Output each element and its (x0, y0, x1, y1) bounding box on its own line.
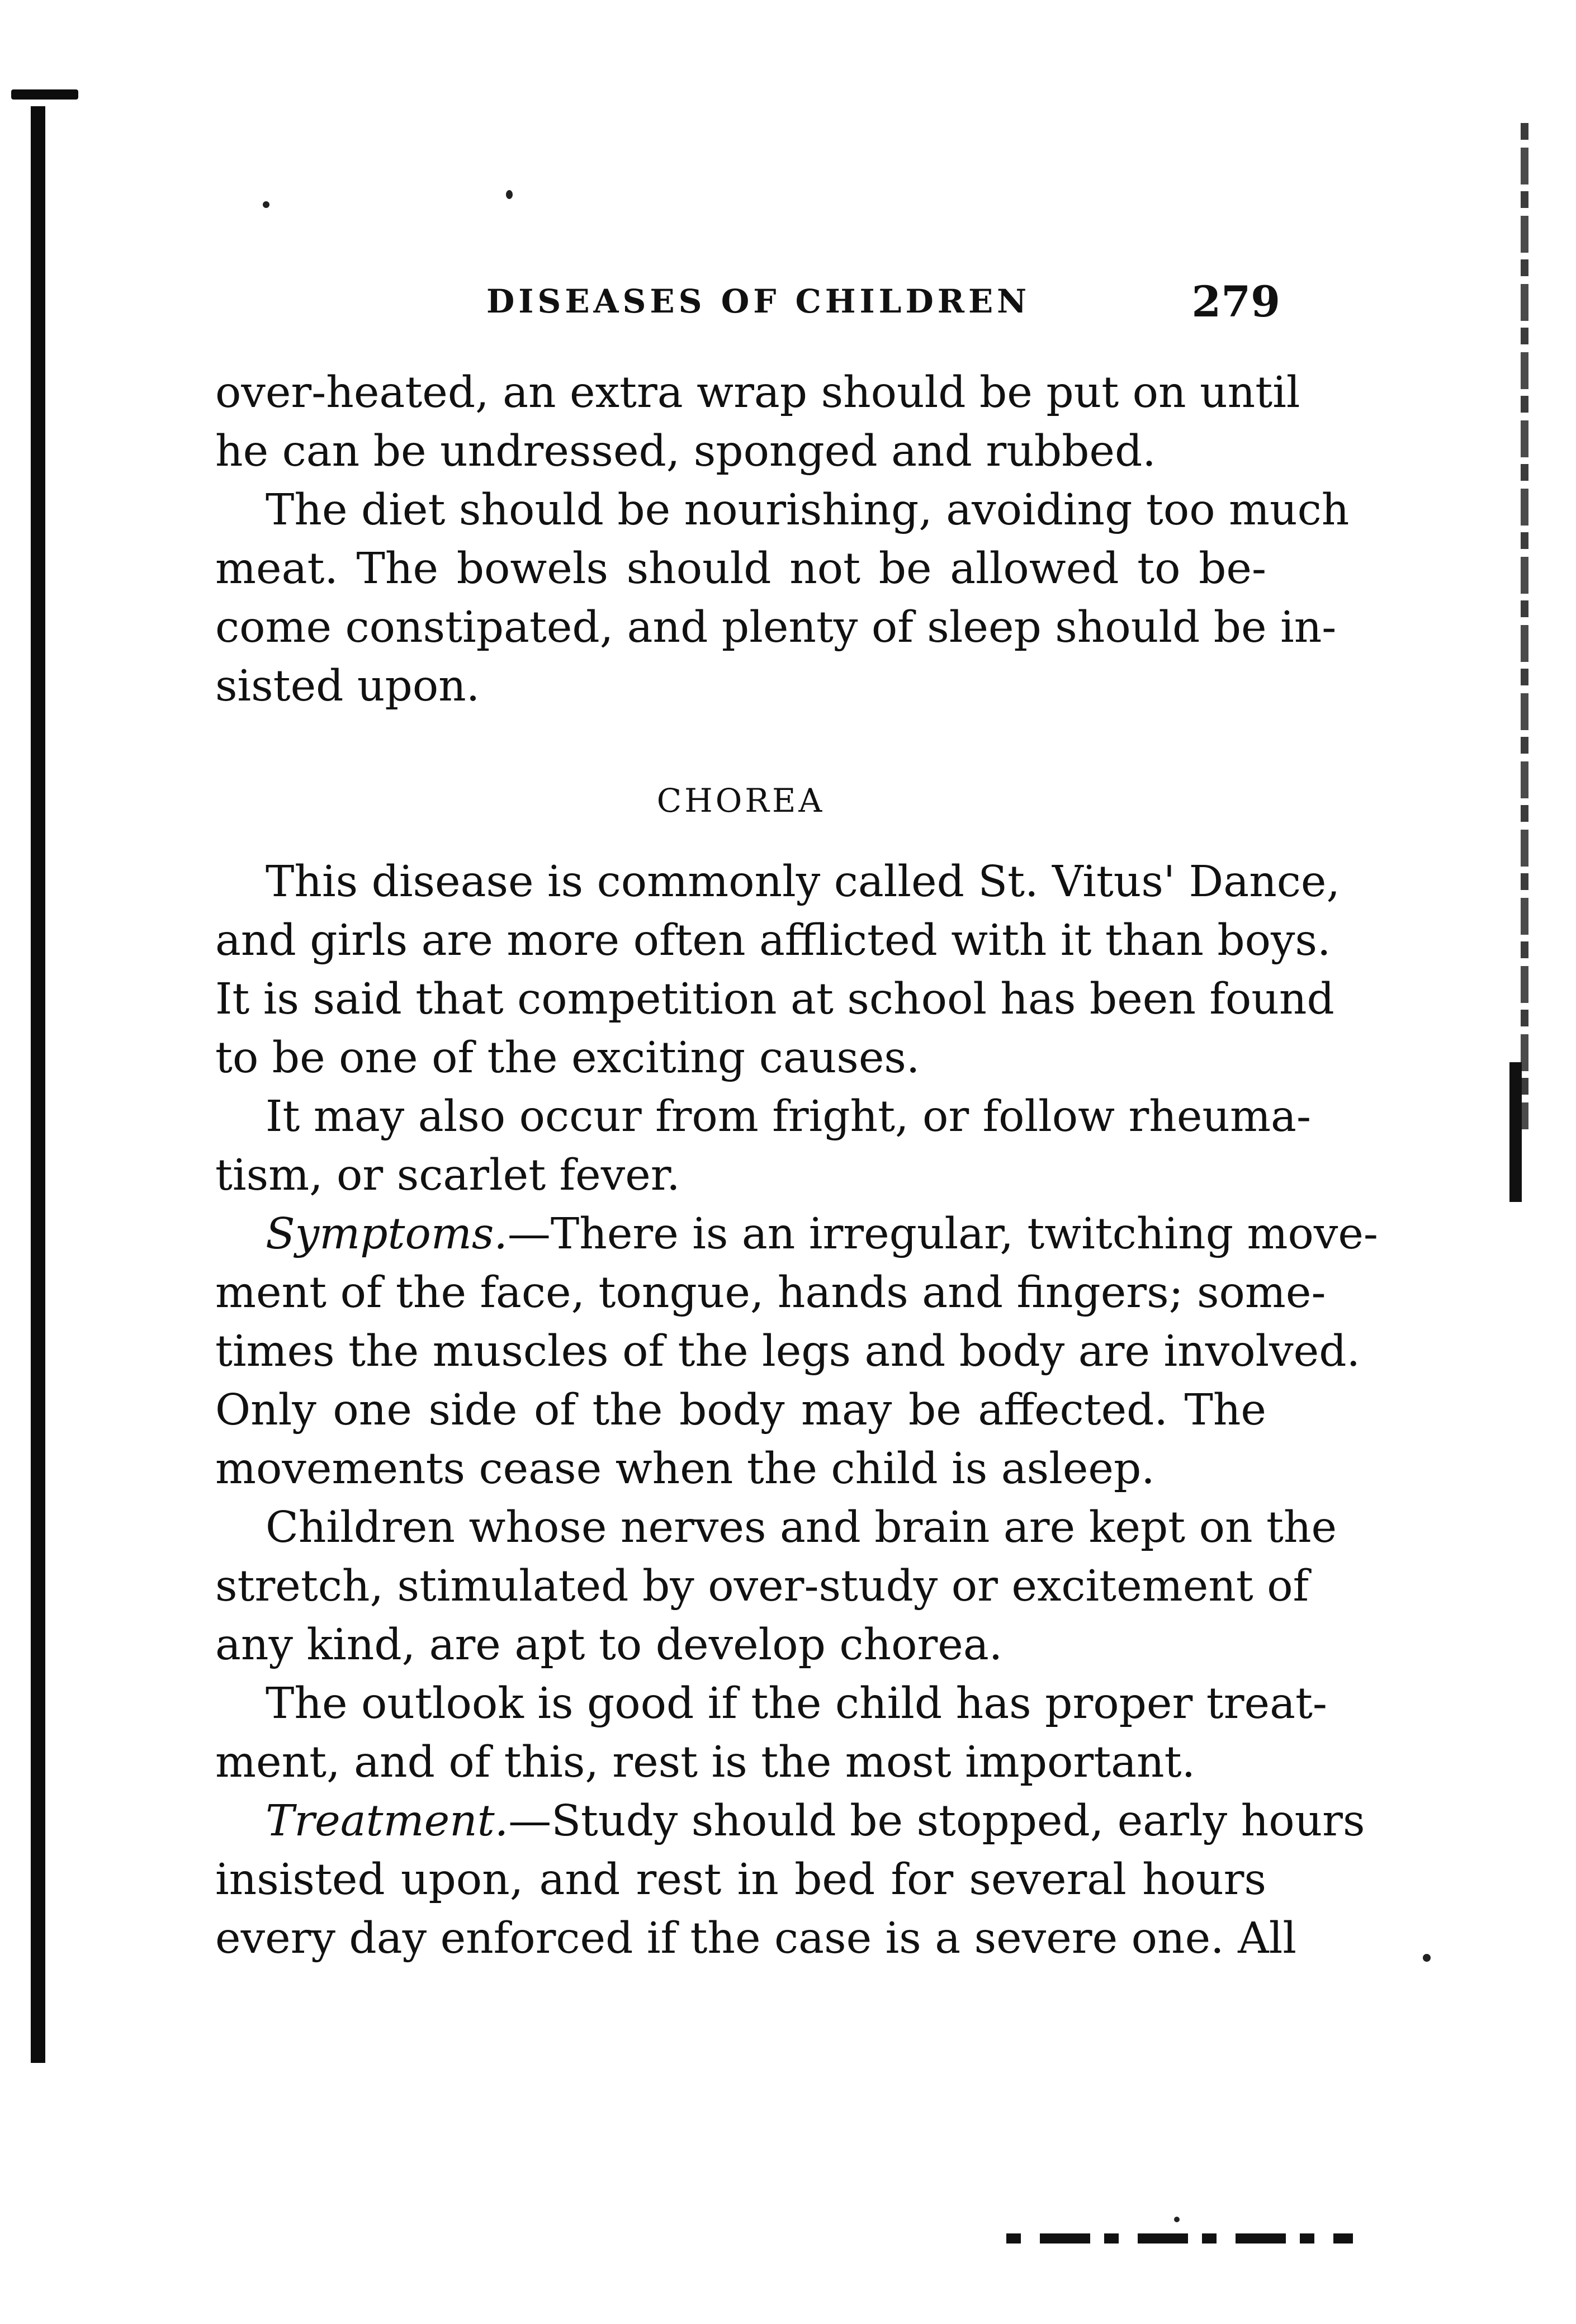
body-text (215, 363, 1378, 1968)
text-line: times the muscles of the legs and body are involved. (215, 1327, 1361, 1376)
text-line: he can be undressed, sponged and rubbed. (215, 427, 1156, 476)
speck (1174, 2217, 1180, 2222)
text-line: This disease is commonly called St. Vitus' Dance, (266, 857, 1340, 907)
binding-edge-hook (11, 89, 78, 100)
text-line: Only one side of the body may be affected. The (215, 1385, 1266, 1435)
text-line: every day enforced if the case is a severe one. All (215, 1914, 1296, 1963)
page-number: 279 (1191, 277, 1280, 326)
text-line: ment, and of this, rest is the most important. (215, 1738, 1196, 1787)
paragraph (215, 1498, 1337, 1674)
text-line: Children whose nerves and brain are kept on the (266, 1503, 1337, 1553)
paragraph (215, 481, 1350, 716)
italic-lead: Treatment. (266, 1796, 509, 1846)
text-line: It is said that competition at school has been found (215, 974, 1334, 1024)
text-line: over-heated, an extra wrap should be put on until (215, 368, 1300, 418)
bottom-scan-marks (1006, 2233, 1353, 2243)
paragraph (215, 1674, 1327, 1792)
speck (263, 201, 269, 208)
paragraph (215, 1792, 1365, 1968)
section-heading: CHOREA (656, 782, 825, 820)
text-run: —There is an irregular, twitching move- (507, 1209, 1378, 1259)
speck (506, 190, 513, 199)
text-line: It may also occur from fright, or follow rheuma- (266, 1092, 1311, 1142)
paragraph (215, 1087, 1311, 1205)
text-line: tism, or scarlet fever. (215, 1151, 680, 1200)
text-line: to be one of the exciting causes. (215, 1033, 920, 1083)
running-head (486, 277, 1280, 327)
text-line (215, 1792, 1365, 1850)
text-line: any kind, are apt to develop chorea. (215, 1620, 1003, 1670)
text-line: and girls are more often afflicted with it than boys. (215, 916, 1331, 965)
text-line: meat. The bowels should not be allowed to be- (215, 544, 1266, 594)
text-line: come constipated, and plenty of sleep should be in- (215, 603, 1337, 652)
text-line (215, 1205, 1378, 1263)
right-edge-artifact (1521, 123, 1528, 1129)
right-edge-artifact-dark (1509, 1062, 1522, 1202)
paragraph (215, 1205, 1378, 1498)
text-line: The outlook is good if the child has proper treat- (266, 1679, 1327, 1729)
text-line: movements cease when the child is asleep. (215, 1444, 1155, 1494)
text-line: stretch, stimulated by over-study or excitement of (215, 1561, 1309, 1611)
running-head-title: DISEASES OF CHILDREN (486, 282, 1031, 320)
speck (1423, 1954, 1431, 1962)
text-line: sisted upon. (215, 661, 480, 711)
text-run: —Study should be stopped, early hours (508, 1796, 1365, 1846)
italic-lead: Symptoms. (266, 1209, 508, 1259)
text-line: ment of the face, tongue, hands and fingers; some- (215, 1268, 1326, 1318)
text-line: The diet should be nourishing, avoiding too much (266, 485, 1350, 535)
paragraph (215, 363, 1300, 481)
text-line: insisted upon, and rest in bed for several hours (215, 1855, 1266, 1905)
binding-edge (31, 106, 45, 2063)
paragraph (215, 853, 1340, 1087)
